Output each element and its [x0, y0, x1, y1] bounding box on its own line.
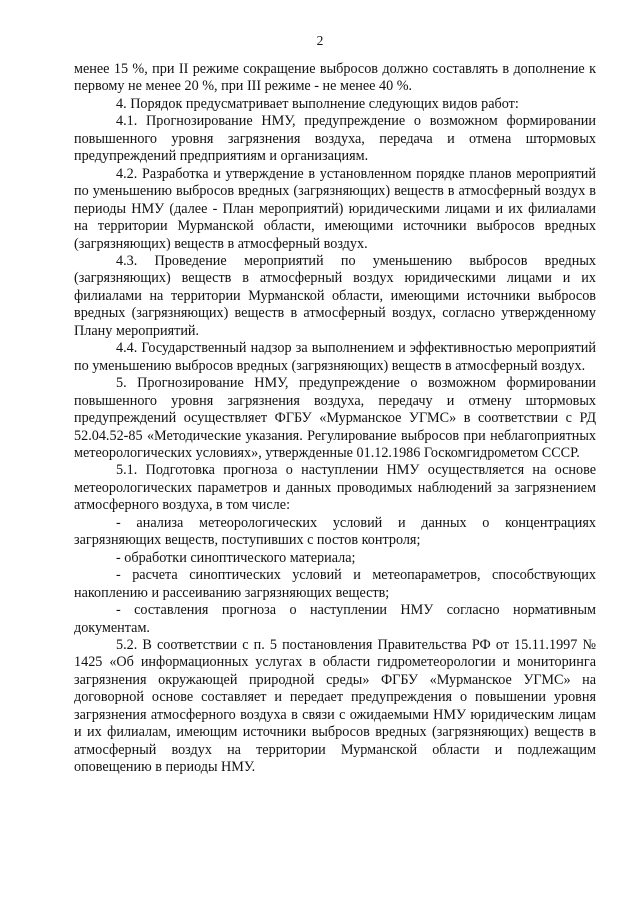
paragraph-4-4: 4.4. Государственный надзор за выполнением и эффективностью мероприятий по уменьшению выбросов вредных (загрязняющих) веществ в атмосферный воздух. — [74, 340, 596, 374]
paragraph-section-5: 5. Прогнозирование НМУ, предупреждение о возможном формировании повышенного уровня загрязнения воздуха, передачу и отмену штормовых предупреждений осуществляет ФГБУ «Мурманское УГМС» в соответствии с РД 52.04.52-85 «Методические указания. Регулирование выбросов при неблагоприятных метеорологических условиях», утвержденные 01.12.1986 Госкомгидрометом СССР. — [74, 375, 596, 461]
list-item-processing: - обработки синоптического материала; — [116, 549, 356, 566]
paragraph-4-2: 4.2. Разработка и утверждение в установленном порядке планов мероприятий по уменьшению выбросов вредных (загрязняющих) веществ в атмосферный воздух в периоды НМУ (далее - План мероприятий) юридическими лицами и их филиалами на территории Мурманской области, имеющими источники выбросов вредных (загрязняющих) веществ в атмосферный воздух. — [74, 165, 596, 252]
page-number: 2 — [316, 33, 324, 48]
paragraph-4-3: 4.3. Проведение мероприятий по уменьшению выбросов вредных (загрязняющих) веществ в атмосферный воздух юридическими лицами и их филиалами на территории Мурманской области, имеющими источники выбросов вредных (загрязняющих) веществ в атмосферный воздух, согласно утвержденному Плану мероприятий. — [74, 252, 596, 339]
list-item-forecast: - составления прогноза о наступлении НМУ согласно нормативным документам. — [74, 602, 596, 636]
paragraph-section-4: 4. Порядок предусматривает выполнение следующих видов работ: — [116, 95, 519, 112]
paragraph-continuation: менее 15 %, при II режиме сокращение выбросов должно составлять в дополнение к первому не менее 20 %, при III режиме - не менее 40 %. — [74, 61, 596, 95]
paragraph-5-2: 5.2. В соответствии с п. 5 постановления Правительства РФ от 15.11.1997 № 1425 «Об информационных услугах в области гидрометеорологии и мониторинга загрязнения окружающей природной среды» ФГБУ «Мурманское УГМС» на договорной основе составляет и передает предупреждения о повышении уровня загрязнения атмосферного воздуха в связи с ожидаемыми НМУ юридическим лицам и их филиалам, имеющим источники выбросов вредных (загрязняющих) веществ в атмосферный воздух на территории Мурманской области и подлежащим оповещению в периоды НМУ. — [74, 636, 596, 776]
list-item-analysis: - анализа метеорологических условий и данных о концентрациях загрязняющих веществ, поступивших с постов контроля; — [74, 514, 596, 549]
document-body — [74, 61, 596, 777]
paragraph-4-1: 4.1. Прогнозирование НМУ, предупреждение о возможном формировании повышенного уровня загрязнения воздуха, передача и отмена штормовых предупреждений предприятиям и организациям. — [74, 113, 596, 165]
list-item-calculation: - расчета синоптических условий и метеопараметров, способствующих накоплению и рассеиванию загрязняющих веществ; — [74, 567, 596, 601]
paragraph-5-1: 5.1. Подготовка прогноза о наступлении НМУ осуществляется на основе метеорологических параметров и данных проводимых наблюдений за загрязнением атмосферного воздуха, в том числе: — [74, 462, 596, 514]
